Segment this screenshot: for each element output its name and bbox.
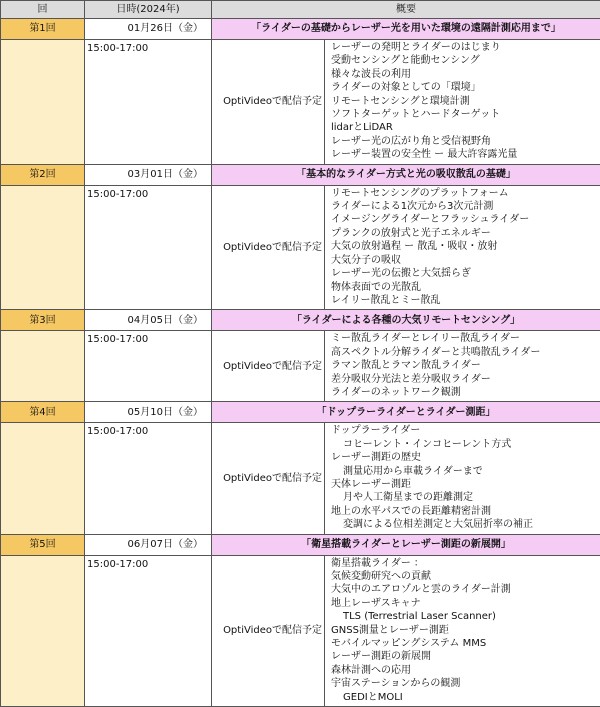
session-time: 15:00-17:00 <box>85 40 212 165</box>
header-row <box>1 1 600 19</box>
topic-item: モバイルマッピングシステム MMS <box>331 637 598 650</box>
delivery-method: OptiVideoで配信予定 <box>212 40 325 165</box>
session-detail-row <box>1 185 600 310</box>
topic-list <box>325 555 600 706</box>
topic-item: 天体レーザー測距 <box>331 478 598 491</box>
session-time: 15:00-17:00 <box>85 423 212 534</box>
topic-item: 地上レーザスキャナ <box>331 597 598 610</box>
topic-item: 地上の水平パスでの長距離精密計測 <box>331 505 598 518</box>
session-time: 15:00-17:00 <box>85 331 212 402</box>
session-date: 05月10日（金） <box>85 402 212 423</box>
topic-item: 月や人工衛星までの距離測定 <box>331 491 598 504</box>
session-round: 第5回 <box>1 534 85 555</box>
delivery-method: OptiVideoで配信予定 <box>212 331 325 402</box>
topic-item: レーザー光の伝搬と大気揺らぎ <box>331 267 598 280</box>
topic-item: 物体表面での光散乱 <box>331 281 598 294</box>
topic-item: 気候変動研究への貢献 <box>331 570 598 583</box>
topic-item: ドップラーライダー <box>331 424 598 437</box>
session-title: 「ドップラーライダーとライダー測距」 <box>212 402 600 423</box>
topic-item: 差分吸収分光法と差分吸収ライダー <box>331 373 598 386</box>
delivery-method: OptiVideoで配信予定 <box>212 185 325 310</box>
topic-list <box>325 331 600 402</box>
topic-item: プランクの放射式と光子エネルギー <box>331 227 598 240</box>
topic-item: レーザー測距の歴史 <box>331 451 598 464</box>
topic-item: レーザーの発明とライダーのはじまり <box>331 41 598 54</box>
session-round: 第3回 <box>1 310 85 331</box>
header-summary: 概要 <box>212 1 600 19</box>
session-title-row <box>1 164 600 185</box>
topic-item: ミー散乱ライダーとレイリー散乱ライダー <box>331 332 598 345</box>
session-title-row <box>1 402 600 423</box>
topic-item: ライダーのネットワーク観測 <box>331 386 598 399</box>
topic-item: レイリー散乱とミー散乱 <box>331 294 598 307</box>
session-time: 15:00-17:00 <box>85 555 212 706</box>
session-date: 01月26日（金） <box>85 19 212 40</box>
session-date: 06月07日（金） <box>85 534 212 555</box>
session-date: 04月05日（金） <box>85 310 212 331</box>
topic-item: 高スペクトル分解ライダーと共鳴散乱ライダー <box>331 346 598 359</box>
topic-item: レーザー測距の新展開 <box>331 650 598 663</box>
topic-item: lidarとLiDAR <box>331 121 598 134</box>
topic-item: 大気中のエアロゾルと雲のライダー計測 <box>331 583 598 596</box>
session-title-row <box>1 19 600 40</box>
session-detail-row <box>1 331 600 402</box>
session-round: 第4回 <box>1 402 85 423</box>
session-round: 第1回 <box>1 19 85 40</box>
topic-item: 様々な波長の利用 <box>331 68 598 81</box>
topic-item: ソフトターゲットとハードターゲット <box>331 108 598 121</box>
topic-list <box>325 423 600 534</box>
topic-item: レーザー装置の安全性 ー 最大許容露光量 <box>331 148 598 161</box>
session-title-row <box>1 534 600 555</box>
topic-item: 測量応用から車載ライダーまで <box>331 465 598 478</box>
session-title-row <box>1 310 600 331</box>
topic-item: GEDIとMOLI <box>331 691 598 704</box>
topic-list <box>325 40 600 165</box>
session-title: 「ライダーによる各種の大気リモートセンシング」 <box>212 310 600 331</box>
session-time: 15:00-17:00 <box>85 185 212 310</box>
topic-item: 大気の放射過程 ー 散乱・吸収・放射 <box>331 240 598 253</box>
topic-item: 森林計測への応用 <box>331 664 598 677</box>
round-blank-cell <box>1 185 85 310</box>
topic-item: コヒーレント・インコヒーレント方式 <box>331 438 598 451</box>
topic-item: TLS (Terrestrial Laser Scanner) <box>331 610 598 623</box>
topic-item: イメージングライダーとフラッシュライダー <box>331 213 598 226</box>
session-title: 「基本的なライダー方式と光の吸収散乱の基礎」 <box>212 164 600 185</box>
session-detail-row <box>1 423 600 534</box>
topic-item: 受動センシングと能動センシング <box>331 54 598 67</box>
topic-item: リモートセンシングと環境計測 <box>331 95 598 108</box>
session-title: 「ライダーの基礎からレーザー光を用いた環境の遠隔計測応用まで」 <box>212 19 600 40</box>
round-blank-cell <box>1 331 85 402</box>
delivery-method: OptiVideoで配信予定 <box>212 555 325 706</box>
session-title: 「衛星搭載ライダーとレーザー測距の新展開」 <box>212 534 600 555</box>
topic-item: レーザー光の広がり角と受信視野角 <box>331 135 598 148</box>
header-date: 日時(2024年) <box>85 1 212 19</box>
topic-list <box>325 185 600 310</box>
topic-item: リモートセンシングのプラットフォーム <box>331 187 598 200</box>
topic-item: GNSS測量とレーザー測距 <box>331 624 598 637</box>
topic-item: ライダーの対象としての「環境」 <box>331 81 598 94</box>
session-date: 03月01日（金） <box>85 164 212 185</box>
round-blank-cell <box>1 555 85 706</box>
schedule-body <box>1 19 600 707</box>
topic-item: ラマン散乱とラマン散乱ライダー <box>331 359 598 372</box>
round-blank-cell <box>1 40 85 165</box>
header-round: 回 <box>1 1 85 19</box>
topic-item: 宇宙ステーションからの観測 <box>331 677 598 690</box>
delivery-method: OptiVideoで配信予定 <box>212 423 325 534</box>
topic-item: ライダーによる1次元から3次元計測 <box>331 200 598 213</box>
topic-item: 大気分子の吸収 <box>331 254 598 267</box>
topic-item: 変調による位相差測定と大気屈折率の補正 <box>331 518 598 531</box>
topic-item: 衛星搭載ライダー ： <box>331 557 598 570</box>
session-detail-row <box>1 555 600 706</box>
session-round: 第2回 <box>1 164 85 185</box>
session-detail-row <box>1 40 600 165</box>
round-blank-cell <box>1 423 85 534</box>
